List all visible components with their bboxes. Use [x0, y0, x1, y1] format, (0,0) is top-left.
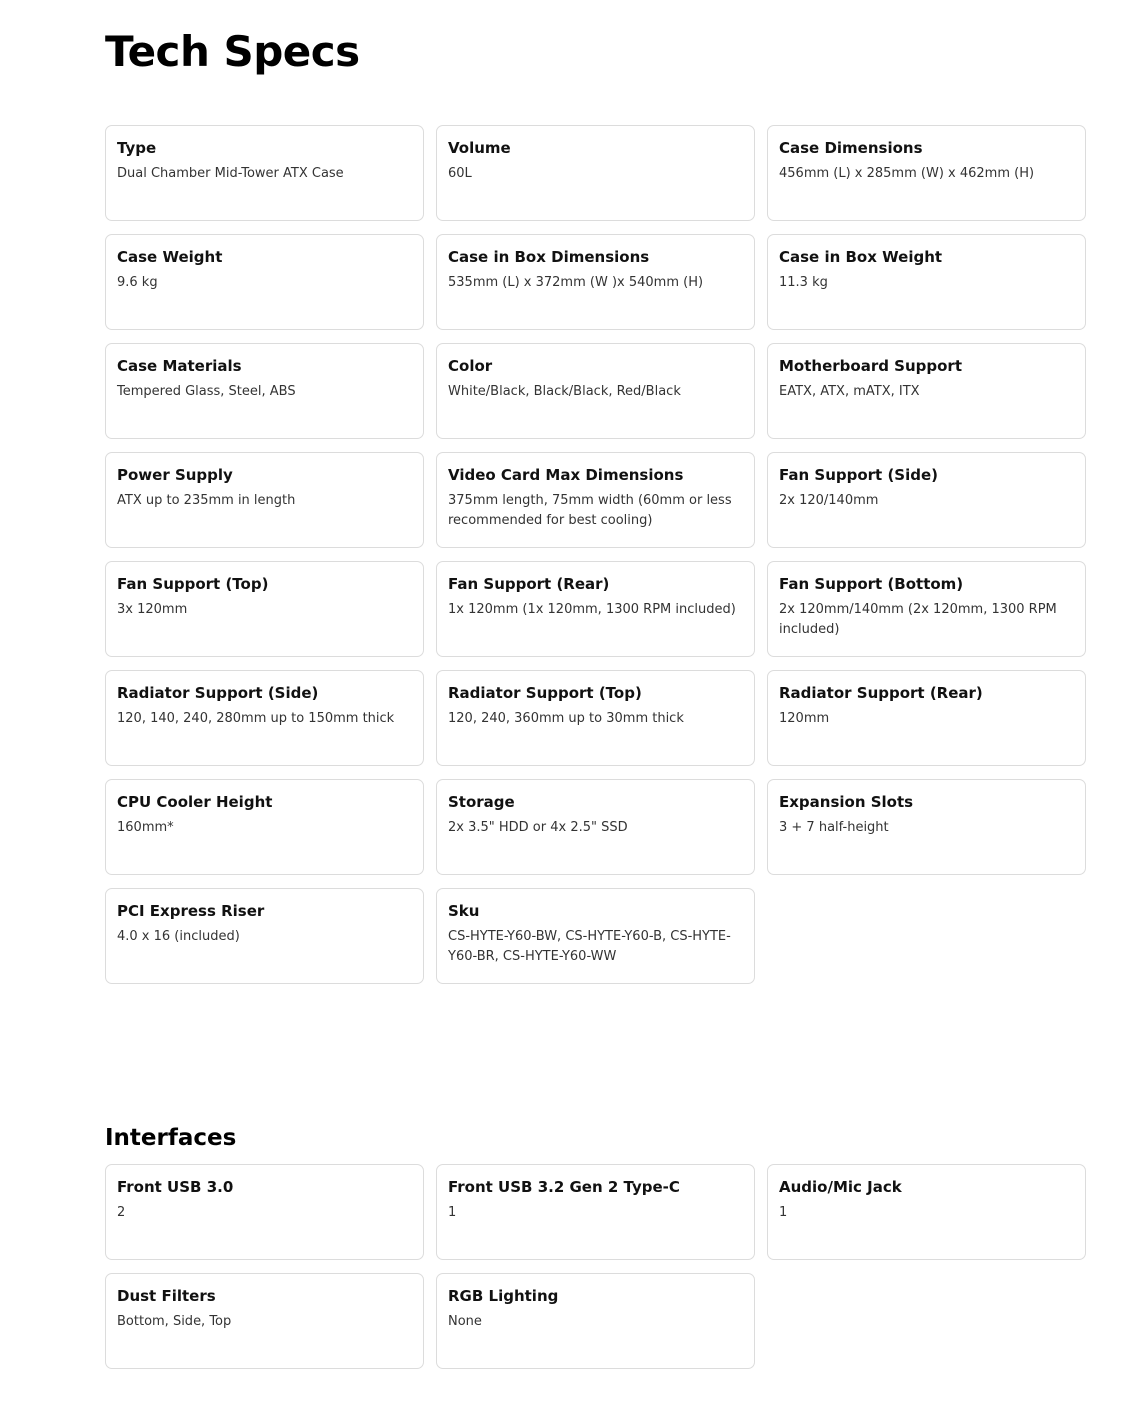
spec-card-pci-express-riser — [105, 888, 424, 984]
spec-card-volume — [436, 125, 755, 221]
tech-specs-grid — [105, 125, 1086, 984]
spec-label: PCI Express Riser — [117, 902, 265, 920]
interface-card-front-usb-type-c — [436, 1164, 755, 1260]
spec-card-box-weight — [767, 234, 1086, 330]
spec-card-radiator-support-side — [105, 670, 424, 766]
spec-label: Color — [448, 357, 493, 375]
spec-value: 4.0 x 16 (included) — [117, 929, 240, 944]
spec-card-fan-support-side — [767, 452, 1086, 548]
spec-card-storage — [436, 779, 755, 875]
spec-value: 120mm — [779, 711, 830, 726]
spec-label: Case in Box Dimensions — [448, 248, 650, 266]
spec-value: 456mm (L) x 285mm (W) x 462mm (H) — [779, 166, 1035, 181]
spec-card-case-materials — [105, 343, 424, 439]
spec-value: 11.3 kg — [779, 275, 828, 290]
interface-label: RGB Lighting — [448, 1287, 559, 1305]
spec-value: 3 + 7 half-height — [779, 820, 889, 835]
spec-label: Motherboard Support — [779, 357, 963, 375]
spec-card-fan-support-bottom — [767, 561, 1086, 657]
interfaces-grid — [105, 1164, 1086, 1369]
page-title: Tech Specs — [105, 27, 360, 76]
interface-label: Audio/Mic Jack — [779, 1178, 902, 1196]
spec-label: Power Supply — [117, 466, 233, 484]
interface-value: Bottom, Side, Top — [117, 1314, 232, 1329]
spec-label: Case Dimensions — [779, 139, 923, 157]
spec-value: Dual Chamber Mid-Tower ATX Case — [117, 166, 344, 181]
interfaces-title: Interfaces — [105, 1125, 237, 1151]
spec-label: Fan Support (Side) — [779, 466, 939, 484]
spec-value: 3x 120mm — [117, 602, 188, 617]
spec-card-power-supply — [105, 452, 424, 548]
spec-value: 375mm length, 75mm width (60mm or less recommended for best cooling) — [448, 493, 732, 528]
interface-card-audio-mic-jack — [767, 1164, 1086, 1260]
spec-label: Radiator Support (Top) — [448, 684, 642, 702]
spec-value: 535mm (L) x 372mm (W )x 540mm (H) — [448, 275, 704, 290]
spec-label: Radiator Support (Side) — [117, 684, 319, 702]
spec-card-color — [436, 343, 755, 439]
spec-label: Case Materials — [117, 357, 242, 375]
spec-value: 120, 240, 360mm up to 30mm thick — [448, 711, 684, 726]
interface-label: Front USB 3.0 — [117, 1178, 234, 1196]
spec-value: ATX up to 235mm in length — [117, 493, 296, 508]
spec-label: Type — [117, 139, 157, 157]
spec-value: 1x 120mm (1x 120mm, 1300 RPM included) — [448, 602, 736, 617]
spec-card-case-dimensions — [767, 125, 1086, 221]
interface-value: None — [448, 1314, 482, 1329]
spec-label: Video Card Max Dimensions — [448, 466, 684, 484]
interface-card-rgb-lighting — [436, 1273, 755, 1369]
spec-card-box-dimensions — [436, 234, 755, 330]
spec-value: 60L — [448, 166, 472, 181]
spec-value: EATX, ATX, mATX, ITX — [779, 384, 920, 399]
spec-value: Tempered Glass, Steel, ABS — [117, 384, 296, 399]
spec-card-video-card-max-dimensions — [436, 452, 755, 548]
interface-value: 1 — [779, 1205, 788, 1220]
spec-card-sku — [436, 888, 755, 984]
spec-card-fan-support-rear — [436, 561, 755, 657]
spec-value: CS-HYTE-Y60-BW, CS-HYTE-Y60-B, CS-HYTE-Y60-BR, CS-HYTE-Y60-WW — [448, 929, 731, 964]
interface-label: Front USB 3.2 Gen 2 Type-C — [448, 1178, 680, 1196]
spec-label: Fan Support (Bottom) — [779, 575, 964, 593]
spec-card-radiator-support-top — [436, 670, 755, 766]
spec-label: CPU Cooler Height — [117, 793, 273, 811]
spec-value: 9.6 kg — [117, 275, 158, 290]
spec-value: 160mm* — [117, 820, 174, 835]
spec-label: Storage — [448, 793, 515, 811]
spec-label: Case in Box Weight — [779, 248, 943, 266]
spec-card-type — [105, 125, 424, 221]
spec-card-radiator-support-rear — [767, 670, 1086, 766]
spec-label: Radiator Support (Rear) — [779, 684, 983, 702]
spec-label: Expansion Slots — [779, 793, 914, 811]
spec-card-expansion-slots — [767, 779, 1086, 875]
spec-value: 120, 140, 240, 280mm up to 150mm thick — [117, 711, 395, 726]
spec-card-motherboard-support — [767, 343, 1086, 439]
spec-card-case-weight — [105, 234, 424, 330]
interface-value: 1 — [448, 1205, 457, 1220]
spec-card-fan-support-top — [105, 561, 424, 657]
spec-label: Fan Support (Top) — [117, 575, 269, 593]
spec-value: 2x 120/140mm — [779, 493, 879, 508]
spec-card-cpu-cooler-height — [105, 779, 424, 875]
spec-value: 2x 3.5" HDD or 4x 2.5" SSD — [448, 820, 628, 835]
spec-label: Fan Support (Rear) — [448, 575, 610, 593]
interface-card-dust-filters — [105, 1273, 424, 1369]
spec-label: Volume — [448, 139, 511, 157]
interface-value: 2 — [117, 1205, 126, 1220]
spec-label: Sku — [448, 902, 480, 920]
spec-value: White/Black, Black/Black, Red/Black — [448, 384, 681, 399]
spec-label: Case Weight — [117, 248, 223, 266]
interface-label: Dust Filters — [117, 1287, 216, 1305]
interface-card-front-usb-3-0 — [105, 1164, 424, 1260]
spec-value: 2x 120mm/140mm (2x 120mm, 1300 RPM included) — [779, 602, 1057, 637]
